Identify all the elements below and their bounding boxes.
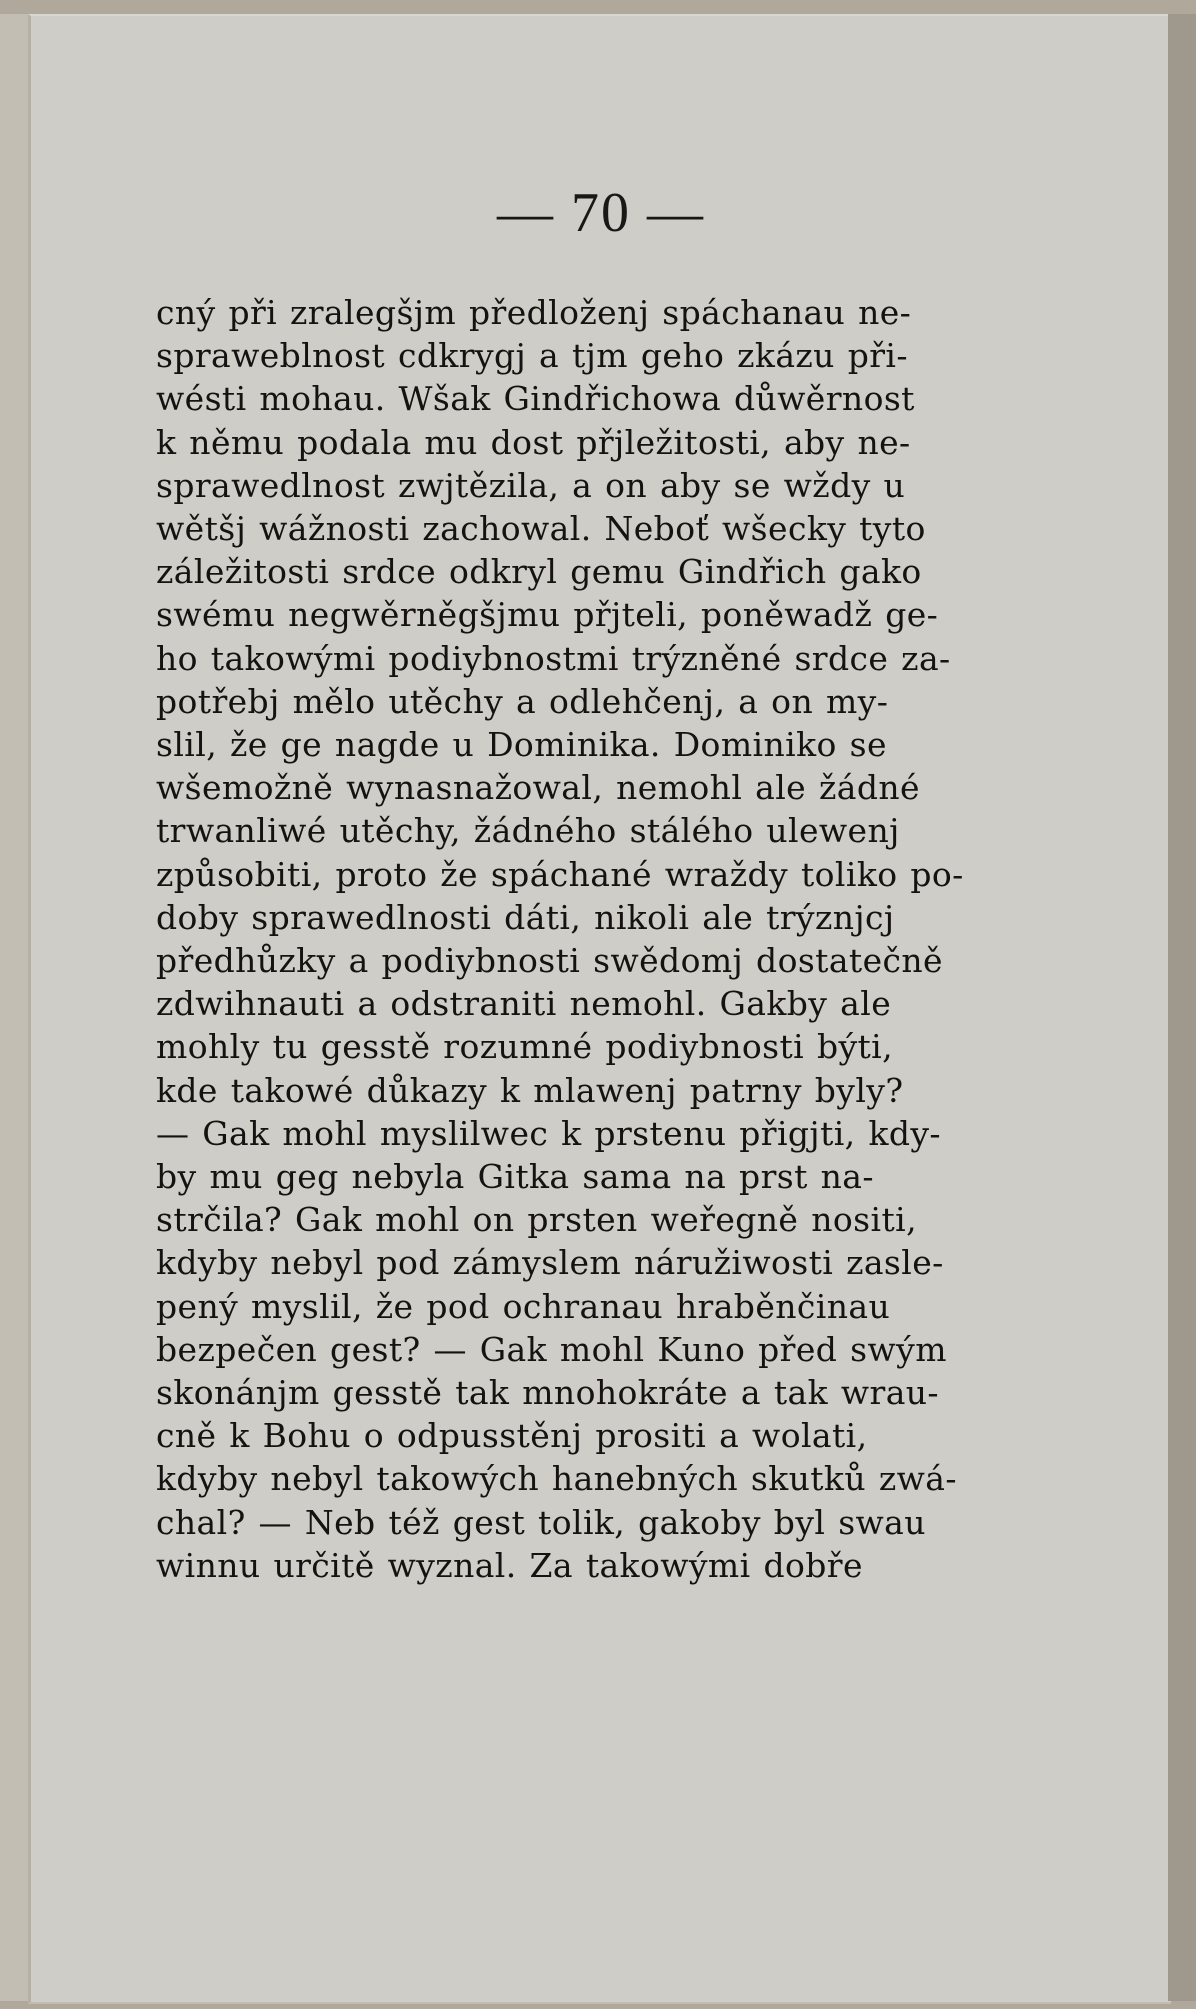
text-line: k němu podala mu dost přjležitosti, aby ne- — [156, 422, 911, 462]
text-line: doby sprawedlnosti dáti, nikoli ale trýznjcj — [156, 897, 895, 937]
page-left-shadow — [0, 14, 28, 2001]
text-line: zdwihnauti a odstraniti nemohl. Gakby ale — [156, 984, 892, 1024]
page-number: — 70 — — [497, 182, 705, 244]
text-line: mohly tu gesstě rozumné podiybnosti býti, — [156, 1027, 894, 1067]
text-line: slil, že ge nagde u Dominika. Dominiko se — [156, 725, 887, 765]
text-line: spraweblnost cdkrygj a tjm geho zkázu při- — [156, 336, 908, 376]
text-line: potřebj mělo utěchy a odlehčenj, a on my- — [156, 681, 889, 721]
text-line: wésti mohau. Wšak Gindřichowa důwěrnost — [156, 379, 915, 419]
text-line: kdyby nebyl takowých hanebných skutků zwá- — [156, 1459, 957, 1499]
text-line: bezpečen gest? — Gak mohl Kuno před swým — [156, 1329, 947, 1369]
text-line: ho takowými podiybnostmi trýzněné srdce za- — [156, 638, 951, 678]
text-line: záležitosti srdce odkryl gemu Gindřich gako — [156, 552, 922, 592]
text-line: wětšj wážnosti zachowal. Neboť wšecky tyto — [156, 509, 926, 549]
text-line: předhůzky a podiybnosti swědomj dostatečně — [156, 941, 943, 981]
paper-sheet — [28, 14, 1171, 2004]
text-line: wšemožně wynasnažowal, nemohl ale žádné — [156, 768, 920, 808]
text-line: kde takowé důkazy k mlawenj patrny byly? — [156, 1070, 904, 1110]
text-line: strčila? Gak mohl on prsten weřegně nositi, — [156, 1200, 917, 1240]
text-line: pený myslil, že pod ochranau hraběnčinau — [156, 1286, 891, 1326]
text-line: kdyby nebyl pod zámyslem náružiwosti zasle- — [156, 1243, 944, 1283]
text-line: — Gak mohl myslilwec k prstenu přigjti, kdy- — [156, 1113, 941, 1153]
text-line: sprawedlnost zwjtězila, a on aby se wždy u — [156, 465, 906, 505]
text-line: winnu určitě wyznal. Za takowými dobře — [156, 1545, 863, 1585]
page-right-shadow — [1168, 14, 1196, 2001]
text-line: chal? — Neb též gest tolik, gakoby byl swau — [156, 1502, 926, 1542]
text-line: skonánjm gesstě tak mnohokráte a tak wrau- — [156, 1373, 939, 1413]
text-line: swému negwěrněgšjmu přjteli, poněwadž ge- — [156, 595, 939, 635]
body-text — [156, 291, 1126, 1891]
text-line: cně k Bohu o odpusstěnj prositi a wolati, — [156, 1416, 868, 1456]
text-line: způsobiti, proto že spáchané wraždy toliko po- — [156, 854, 964, 894]
text-line: cný při zralegšjm předloženj spáchanau ne- — [156, 293, 912, 332]
text-line: trwanliwé utěchy, žádného stálého ulewenj — [156, 811, 900, 851]
text-line: by mu geg nebyla Gitka sama na prst na- — [156, 1157, 874, 1197]
